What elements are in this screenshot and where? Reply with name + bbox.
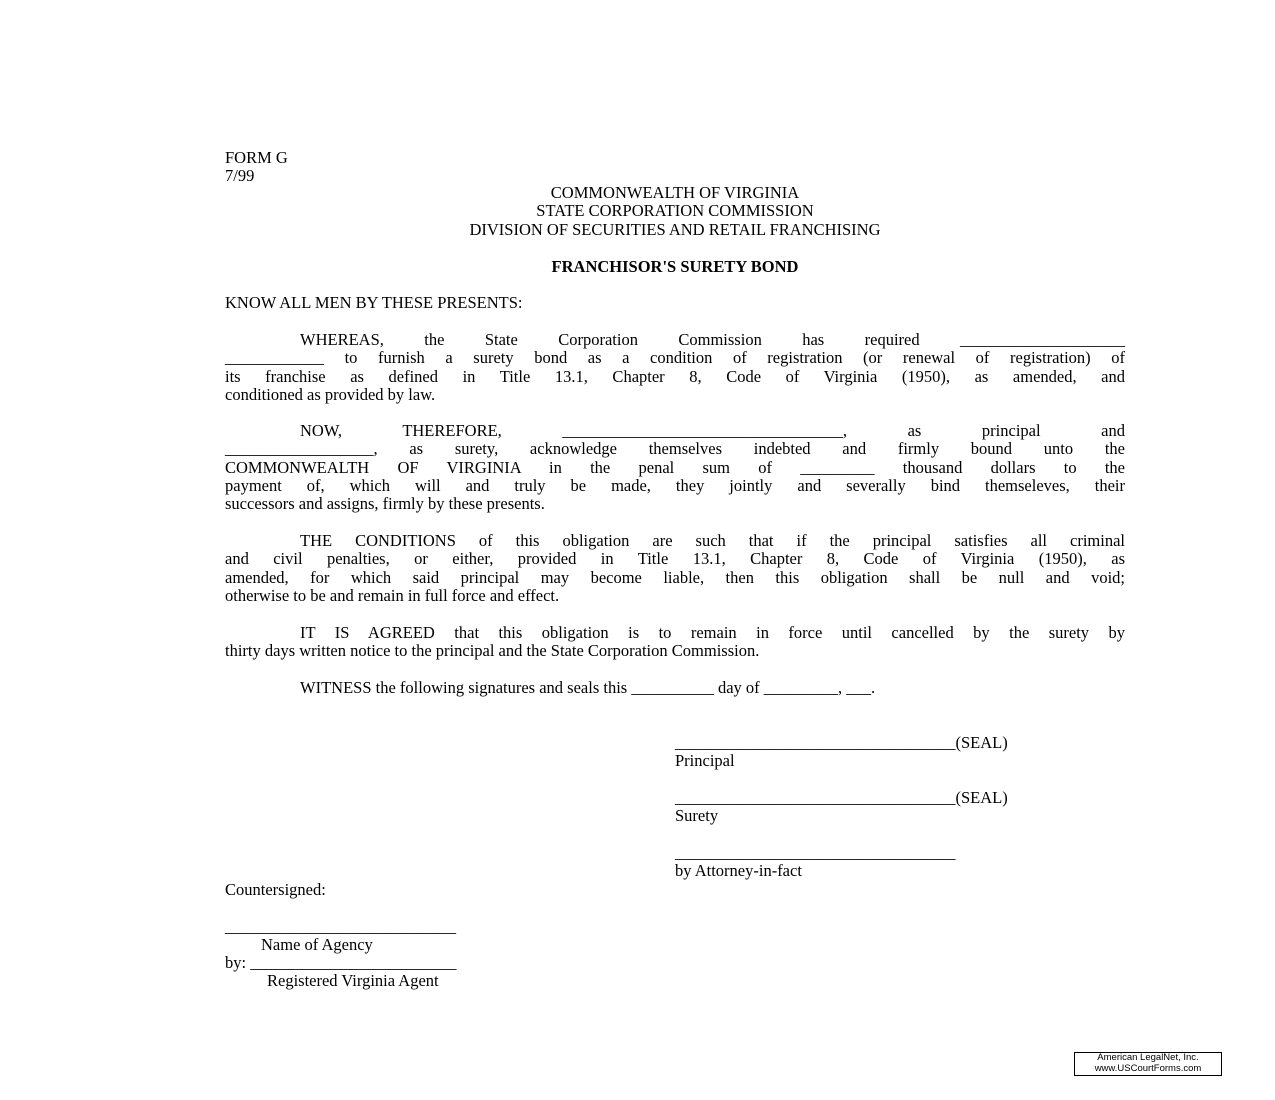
org-line-3: DIVISION OF SECURITIES AND RETAIL FRANCHISING [469,220,881,239]
paragraph-agreed [225,624,1125,661]
agency-label: Name of Agency [261,935,373,954]
paragraph-line: NOW, THEREFORE, __________________________________, as principal and [300,421,1125,440]
org-line-1: COMMONWEALTH OF VIRGINIA [550,183,800,202]
paragraph-line: payment of, which will and truly be made, they jointly and severally bind themseleves, their [225,475,1125,495]
paragraph-line: thirty days written notice to the principal and the State Corporation Commission. [225,641,760,661]
paragraph-line: conditioned as provided by law. [225,384,436,404]
agent-label: Registered Virginia Agent [267,971,439,990]
paragraph-whereas [225,331,1125,404]
org-line-2: STATE CORPORATION COMMISSION [536,201,814,220]
paragraph-conditions [225,532,1125,605]
paragraph-line: THE CONDITIONS of this obligation are such that if the principal satisfies all criminal [300,531,1125,550]
document-title: FRANCHISOR'S SURETY BOND [551,257,799,276]
attorney-label: by Attorney-in-fact [675,861,802,880]
form-date: 7/99 [225,166,255,185]
opening-statement: KNOW ALL MEN BY THESE PRESENTS: [225,293,523,312]
paragraph-line: __________________, as surety, acknowledge themselves indebted and firmly bound unto the [225,439,1125,459]
paragraph-now-therefore [225,422,1125,513]
publisher-footer [1074,1052,1222,1076]
paragraph-line: ____________ to furnish a surety bond as a condition of registration (or renewal of registration) of [225,348,1125,368]
paragraph-line: and civil penalties, or either, provided in Title 13.1, Chapter 8, Code of Virginia (1950), as [225,549,1125,569]
paragraph-witness: WITNESS the following signatures and seals this __________ day of _________, ___. [300,678,876,697]
attorney-signature-line: __________________________________ [675,843,956,862]
countersigned-label: Countersigned: [225,880,326,899]
principal-signature-line: __________________________________(SEAL) [675,733,1008,752]
publisher-name: American LegalNet, Inc. [1097,1052,1199,1063]
paragraph-line: its franchise as defined in Title 13.1, Chapter 8, Code of Virginia (1950), as amended, and [225,366,1125,386]
paragraph-line: otherwise to be and remain in full force and effect. [225,585,560,605]
paragraph-line: successors and assigns, firmly by these presents. [225,494,545,514]
paragraph-line: COMMONWEALTH OF VIRGINIA in the penal sum of _________ thousand dollars to the [225,457,1125,477]
agency-signature-line: ____________________________ [225,917,456,936]
surety-signature-line: __________________________________(SEAL) [675,788,1008,807]
paragraph-line: WHEREAS, the State Corporation Commission has required ____________________ [300,330,1125,349]
agent-signature-line: by: _________________________ [225,953,457,972]
paragraph-line: amended, for which said principal may become liable, then this obligation shall be null and void; [225,567,1125,587]
publisher-url: www.USCourtForms.com [1094,1062,1202,1074]
form-id: FORM G [225,148,288,167]
surety-label: Surety [675,806,719,825]
paragraph-line: IT IS AGREED that this obligation is to remain in force until cancelled by the surety by [300,623,1125,642]
principal-label: Principal [675,751,735,770]
